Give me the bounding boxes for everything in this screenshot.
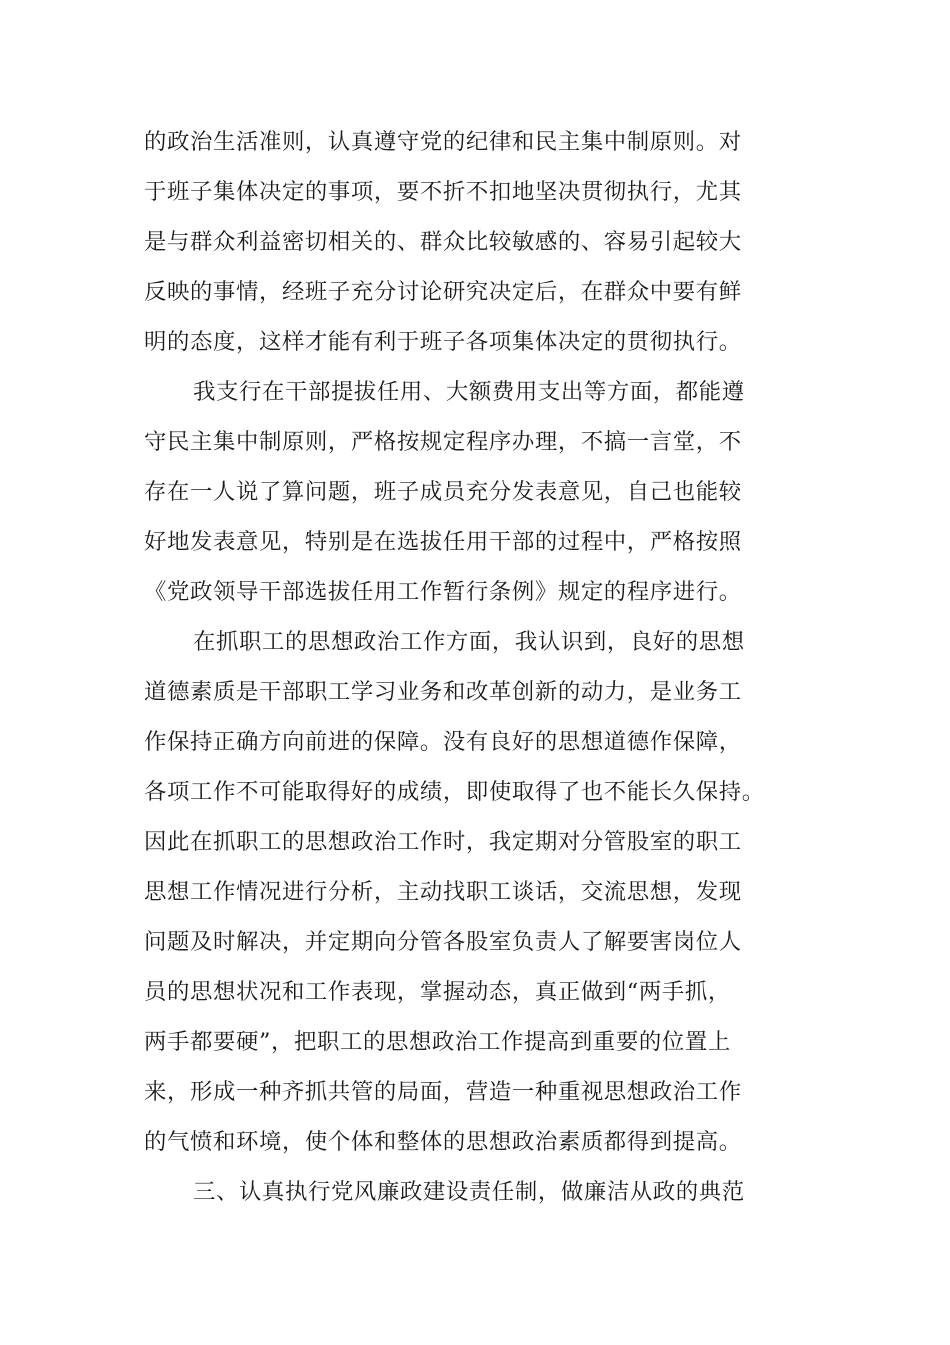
section-heading: 三、认真执行党风廉政建设责任制，做廉洁从政的典范 — [193, 1179, 745, 1205]
text-line: 员的思想状况和工作表现，掌握动态，真正做到“两手抓， — [144, 979, 731, 1005]
text-line: 存在一人说了算问题，班子成员充分发表意见，自己也能较 — [144, 479, 742, 505]
text-line: 反映的事情，经班子充分讨论研究决定后，在群众中要有鲜 — [144, 279, 742, 305]
paragraph-first-line: 我支行在干部提拔任用、大额费用支出等方面，都能遵 — [193, 379, 745, 405]
text-line: 问题及时解决，并定期向分管各股室负责人了解要害岗位人 — [144, 929, 742, 955]
text-line: 思想工作情况进行分析，主动找职工谈话，交流思想，发现 — [144, 879, 742, 905]
text-line: 守民主集中制原则，严格按规定程序办理，不搞一言堂，不 — [144, 429, 742, 455]
text-line: 好地发表意见，特别是在选拔任用干部的过程中，严格按照 — [144, 529, 742, 555]
text-line: 作保持正确方向前进的保障。没有良好的思想道德作保障， — [144, 729, 742, 755]
text-line: 于班子集体决定的事项，要不折不扣地坚决贯彻执行，尤其 — [144, 179, 742, 205]
text-line: 道德素质是干部职工学习业务和改革创新的动力，是业务工 — [144, 679, 742, 705]
text-line: 《党政领导干部选拔任用工作暂行条例》规定的程序进行。 — [144, 579, 742, 605]
text-line: 各项工作不可能取得好的成绩，即使取得了也不能长久保持。 — [144, 779, 765, 805]
text-line: 两手都要硬”，把职工的思想政治工作提高到重要的位置上 — [144, 1029, 731, 1055]
text-line: 来，形成一种齐抓共管的局面，营造一种重视思想政治工作 — [144, 1079, 742, 1105]
text-line: 是与群众利益密切相关的、群众比较敏感的、容易引起较大 — [144, 229, 742, 255]
text-line: 明的态度，这样才能有利于班子各项集体决定的贯彻执行。 — [144, 329, 742, 355]
paragraph-first-line: 在抓职工的思想政治工作方面，我认识到，良好的思想 — [193, 629, 745, 655]
text-line: 因此在抓职工的思想政治工作时，我定期对分管股室的职工 — [144, 829, 742, 855]
text-line: 的政治生活准则，认真遵守党的纪律和民主集中制原则。对 — [144, 129, 742, 155]
text-line: 的气愤和环境，使个体和整体的思想政治素质都得到提高。 — [144, 1129, 742, 1155]
